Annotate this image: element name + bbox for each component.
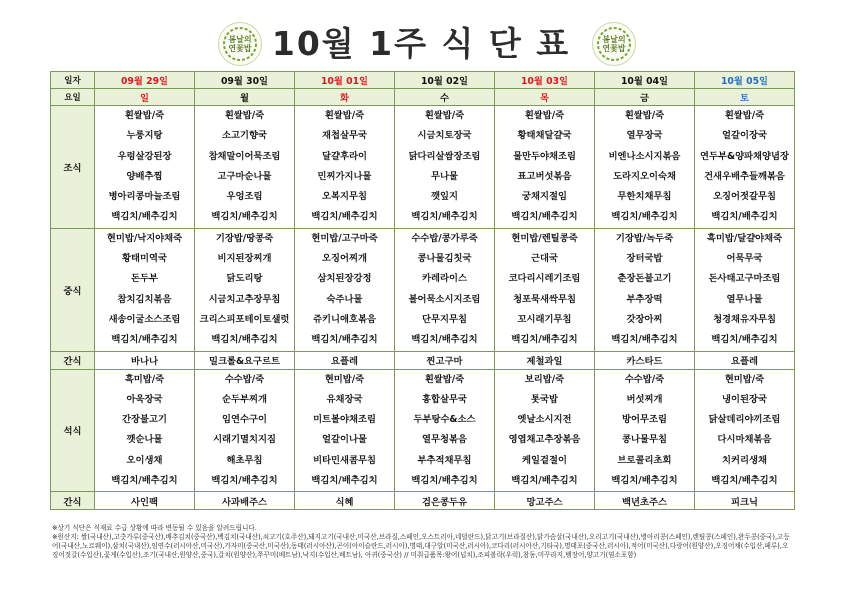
page-title: 10월 1주 식 단 표 (271, 24, 571, 63)
dish-item: 참채말이어묵조림 (208, 150, 281, 162)
snack-cell: 식혜 (295, 492, 395, 510)
dish-item: 닭다리살쌈장조림 (408, 150, 481, 162)
notes-origin: ※원산지: 쌀(국내산),고춧가루(중국산),배추김치(중국산),백김치(국내산),쇠고기(호주산),돼지고기(국내산,미국산,브라질,스페인,오스트리아,네덜란드),닭고기(브라질산),닭가슴살(국내산),오리고기(국내산),병아리콩(스페인),렌틸콩(스페인),완두콩(중국),고등어(국내산,노르웨이),삼치(국내산),임연수(러시아산,미국산),가자미(중국산,미국산),동태(러시아산),곤이(아이슬란드,러시아),명태,대구알(미국산,러시아),코다리(러시아산,기타국),명태포(중국산,러시아),적어(미국산),다랑어(원양산),오징어채(수입산,페루),오징어젓갈(수입산),꽃게(수입산),조기(국내산,원양산,중국),갈치(원양산),쭈꾸미(베트남),낙지(수입산,베트남), 아귀(중국산) // 미취급품목:왕어(넙치),조피볼락(우럭),참돔,미꾸라지,뱀장어,양고기(염소포함) (52, 533, 790, 559)
dish-item: 엣날소시지전 (517, 414, 572, 426)
dish-item: 흰쌀밥/죽 (224, 110, 265, 121)
dish-item: 얼갈이나물 (322, 434, 367, 446)
weekday-cell: 월 (195, 89, 295, 106)
dish-item: 흰쌀밥/죽 (124, 110, 165, 121)
dish-item: 기장밥/땅콩죽 (215, 232, 274, 244)
dish-item: 무나물 (431, 170, 458, 182)
dish-item: 백김치/배추김치 (611, 211, 678, 223)
notes-disclaimer: ※상기 식단은 식재료 수급 상황에 따라 변동될 수 있음을 알려드립니다. (52, 524, 257, 532)
dish-item: 꼬시래기무침 (517, 313, 572, 325)
snack-cell: 피크닉 (695, 492, 795, 510)
dish-item: 수수밥/콩가루죽 (411, 232, 478, 244)
lunch-cell (95, 228, 195, 351)
dish-item: 현미밥/렌틸콩죽 (511, 232, 578, 244)
dish-item: 콩나물무침 (622, 434, 667, 446)
row-label-date: 일자 (51, 72, 95, 89)
dish-item: 비타민새콤무침 (313, 454, 376, 466)
dish-item: 오징어젓갈무침 (713, 191, 776, 203)
dish-item: 백김치/배추김치 (211, 475, 278, 487)
dish-item: 부추장떡 (626, 293, 663, 305)
dish-item: 버섯찌개 (626, 393, 663, 405)
snack2-row (51, 492, 795, 510)
dish-item: 임연수구이 (222, 414, 267, 426)
dish-item: 백김치/배추김치 (711, 334, 778, 346)
dish-item: 현미밥/낙지야채죽 (106, 232, 183, 244)
dish-item: 카레라이스 (422, 273, 467, 285)
dish-item: 닭살데리야끼조림 (708, 414, 781, 426)
dish-item: 비지된장찌개 (217, 253, 272, 265)
dish-item: 돈두부 (131, 273, 158, 285)
snack-cell: 사인팩 (95, 492, 195, 510)
dish-item: 기장밥/녹두죽 (615, 232, 674, 244)
dish-item: 백김치/배추김치 (311, 211, 378, 223)
date-cell: 10월 01일 (295, 72, 395, 89)
date-cell: 10월 03일 (495, 72, 595, 89)
dish-item: 어묵무국 (726, 253, 763, 265)
dish-item: 영엽채고추장볶음 (508, 434, 581, 446)
dish-item: 흑미밥/달걀야채죽 (706, 232, 783, 244)
breakfast-cell (495, 106, 595, 229)
dinner-cell (295, 369, 395, 492)
dish-item: 볼어묵소시지조림 (408, 293, 481, 305)
dish-item: 오이생채 (126, 454, 163, 466)
dinner-cell (195, 369, 295, 492)
snack-cell: 바나나 (95, 351, 195, 369)
snack-cell: 망고주스 (495, 492, 595, 510)
dish-item: 보리밥/죽 (524, 373, 565, 385)
dish-item: 무한치채무침 (617, 191, 672, 203)
breakfast-cell (195, 106, 295, 229)
dish-item: 건새우배추들깨볶음 (704, 170, 785, 182)
dinner-cell (395, 369, 495, 492)
dish-item: 쥬키니애호볶음 (313, 313, 376, 325)
dish-item: 홍합살무국 (422, 393, 467, 405)
dish-item: 백김치/배추김치 (311, 475, 378, 487)
dish-item: 황태미역국 (122, 253, 167, 265)
dish-item: 흰쌀밥/죽 (724, 110, 765, 121)
lunch-cell (395, 228, 495, 351)
dinner-cell (95, 369, 195, 492)
dish-item: 크리스피포테이토샐럿 (199, 313, 290, 325)
dish-item: 시래기멸치지짐 (213, 434, 276, 446)
date-cell: 09월 30일 (195, 72, 295, 89)
dish-item: 흰쌀밥/죽 (324, 110, 365, 121)
snack-cell: 요플레 (695, 351, 795, 369)
dish-item: 케일겉절이 (522, 454, 567, 466)
snack-cell: 검은콩두유 (395, 492, 495, 510)
dish-item: 흰쌀밥/죽 (524, 110, 565, 121)
weekday-cell: 화 (295, 89, 395, 106)
dinner-cell (595, 369, 695, 492)
dish-item: 삼치된장강정 (317, 273, 372, 285)
dish-item: 톳국밥 (531, 393, 558, 405)
dish-item: 누룽지탕 (126, 130, 163, 142)
dish-item: 백김치/배추김치 (111, 475, 178, 487)
dish-item: 백김치/배추김치 (111, 334, 178, 346)
dish-item: 아욱장국 (126, 393, 163, 405)
breakfast-cell (595, 106, 695, 229)
weekday-cell: 수 (395, 89, 495, 106)
breakfast-cell (95, 106, 195, 229)
dish-item: 해초무침 (226, 454, 263, 466)
breakfast-cell (295, 106, 395, 229)
dish-item: 흰쌀밥/죽 (624, 110, 665, 121)
dish-item: 방어무조림 (622, 414, 667, 426)
dinner-cell (495, 369, 595, 492)
dish-item: 고구마순나물 (217, 170, 272, 182)
dish-item: 치커리생채 (722, 454, 767, 466)
dish-item: 브로콜리초회 (617, 454, 672, 466)
dish-item: 수수밥/죽 (224, 373, 265, 385)
dish-item: 참치김치볶음 (117, 293, 172, 305)
lunch-cell (195, 228, 295, 351)
dish-item: 냉이된장국 (722, 393, 767, 405)
lunch-cell (695, 228, 795, 351)
row-label-breakfast: 조식 (51, 106, 95, 229)
dish-item: 현미밥/죽 (724, 373, 765, 385)
dish-item: 백김치/배추김치 (211, 211, 278, 223)
date-cell: 10월 04일 (595, 72, 695, 89)
dish-item: 오징어찌개 (322, 253, 367, 265)
row-label-dinner: 석식 (51, 369, 95, 492)
dinner-cell (695, 369, 795, 492)
dish-item: 시금치토장국 (417, 130, 472, 142)
dish-item: 단무지무침 (422, 313, 467, 325)
weekday-cell: 금 (595, 89, 695, 106)
dish-item: 다시마채볶음 (717, 434, 772, 446)
dish-item: 백김치/배추김치 (511, 475, 578, 487)
dish-item: 깻잎지 (431, 191, 458, 203)
dish-item: 백김치/배추김치 (211, 334, 278, 346)
dish-item: 유채장국 (326, 393, 363, 405)
breakfast-row (51, 106, 795, 229)
dish-item: 춘장돈불고기 (617, 273, 672, 285)
dish-item: 백김치/배추김치 (711, 475, 778, 487)
logo-text: 봄날의 연꽃밥 (602, 35, 626, 53)
row-label-snack2: 간식 (51, 492, 95, 510)
date-cell: 10월 02일 (395, 72, 495, 89)
breakfast-cell (695, 106, 795, 229)
dish-item: 미트볼야채조림 (313, 414, 376, 426)
snack-cell: 사과배주스 (195, 492, 295, 510)
weekday-row (51, 89, 795, 106)
lunch-cell (495, 228, 595, 351)
dish-item: 흑미밥/죽 (124, 373, 165, 385)
lunch-cell (295, 228, 395, 351)
dish-item: 궁채지절임 (522, 191, 567, 203)
dish-item: 백김치/배추김치 (411, 211, 478, 223)
dish-item: 백김치/배추김치 (611, 334, 678, 346)
date-cell: 09월 29일 (95, 72, 195, 89)
snack-cell: 제철과일 (495, 351, 595, 369)
dish-item: 흰쌀밥/죽 (424, 110, 465, 121)
dish-item: 간장불고기 (122, 414, 167, 426)
snack1-row (51, 351, 795, 369)
dish-item: 열무장국 (626, 130, 663, 142)
dish-item: 닭도리탕 (226, 273, 263, 285)
lunch-row (51, 228, 795, 351)
dish-item: 표고버섯볶음 (517, 170, 572, 182)
dish-item: 백김치/배추김치 (511, 334, 578, 346)
dish-item: 연두부&양파채양념장 (700, 150, 789, 162)
dish-item: 우엉조림 (226, 191, 263, 203)
dish-item: 코다리시레기조림 (508, 273, 581, 285)
dish-item: 숙주나물 (326, 293, 363, 305)
dish-item: 도라지오이숙채 (613, 170, 676, 182)
snack-cell: 카스타드 (595, 351, 695, 369)
dish-item: 비엔나소시지볶음 (608, 150, 681, 162)
dish-item: 청경채유자무침 (713, 313, 776, 325)
dish-item: 백김치/배추김치 (511, 211, 578, 223)
dish-item: 새송이굴소스조림 (108, 313, 181, 325)
dish-item: 백김치/배추김치 (111, 211, 178, 223)
dish-item: 백김치/배추김치 (411, 334, 478, 346)
dish-item: 시금치고추장무침 (208, 293, 281, 305)
dish-item: 장터국밥 (626, 253, 663, 265)
dish-item: 재첩살무국 (322, 130, 367, 142)
dish-item: 병아리콩마늘조림 (108, 191, 181, 203)
snack-cell: 요플레 (295, 351, 395, 369)
logo-text: 봄날의 연꽃밥 (228, 35, 252, 53)
dish-item: 콩나물김칫국 (417, 253, 472, 265)
dish-item: 청포묵새싹무침 (513, 293, 576, 305)
dish-item: 민찌가지나물 (317, 170, 372, 182)
dish-item: 현미밥/죽 (324, 373, 365, 385)
dish-item: 백김치/배추김치 (711, 211, 778, 223)
dish-item: 두부탕수&소스 (413, 414, 476, 426)
dish-item: 오복지무침 (322, 191, 367, 203)
weekday-cell: 일 (95, 89, 195, 106)
row-label-lunch: 중식 (51, 228, 95, 351)
dinner-row (51, 369, 795, 492)
dish-item: 물만두야채조림 (513, 150, 576, 162)
weekday-cell: 토 (695, 89, 795, 106)
dish-item: 근대국 (531, 253, 558, 265)
dish-item: 열무나물 (726, 293, 763, 305)
dish-item: 백김치/배추김치 (411, 475, 478, 487)
date-cell: 10월 05일 (695, 72, 795, 89)
dish-item: 현미밥/고구마죽 (311, 232, 378, 244)
notes (52, 524, 792, 560)
dish-item: 수수밥/죽 (624, 373, 665, 385)
dish-item: 소고기향국 (222, 130, 267, 142)
lunch-cell (595, 228, 695, 351)
dish-item: 부추적채무침 (417, 454, 472, 466)
snack-cell: 찐고구마 (395, 351, 495, 369)
dish-item: 돈사태고구마조림 (708, 273, 781, 285)
dish-item: 갓장아찌 (626, 313, 663, 325)
dish-item: 깻순나물 (126, 434, 163, 446)
dish-item: 백김치/배추김치 (611, 475, 678, 487)
dish-item: 양배추찜 (126, 170, 163, 182)
dish-item: 백김치/배추김치 (311, 334, 378, 346)
dish-item: 열무청볶음 (422, 434, 467, 446)
dish-item: 흰쌀밥/죽 (424, 373, 465, 385)
dish-item: 순두부찌개 (222, 393, 267, 405)
dish-item: 달걀후라이 (322, 150, 367, 162)
breakfast-cell (395, 106, 495, 229)
dish-item: 얼갈이장국 (722, 130, 767, 142)
dish-item: 황태채달걀국 (517, 130, 572, 142)
snack-cell: 밀크롤&요구르트 (195, 351, 295, 369)
weekday-cell: 목 (495, 89, 595, 106)
date-row (51, 72, 795, 89)
row-label-snack1: 간식 (51, 351, 95, 369)
snack-cell: 백년초주스 (595, 492, 695, 510)
row-label-weekday: 요일 (51, 89, 95, 106)
dish-item: 우렁살강된장 (117, 150, 172, 162)
menu-table (50, 71, 795, 510)
